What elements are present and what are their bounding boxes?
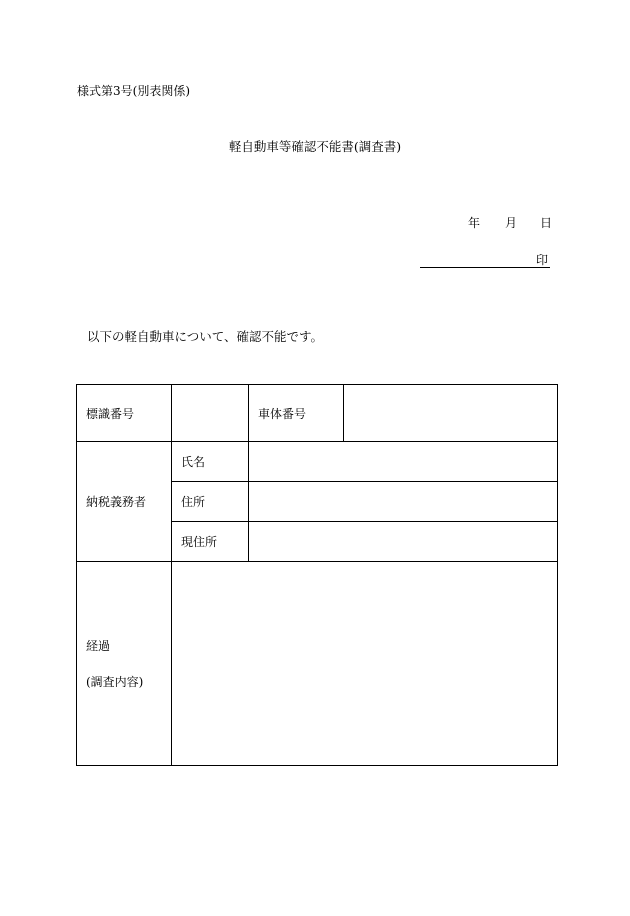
- date-month-label: 月: [505, 216, 518, 230]
- vehicle-number-field[interactable]: [344, 385, 558, 442]
- current-address-field[interactable]: [249, 522, 558, 562]
- form-number: 様式第3号(別表関係): [77, 84, 190, 98]
- vehicle-form-table: [76, 384, 558, 766]
- current-address-label: 現住所: [172, 522, 249, 562]
- history-label: 経過: [86, 639, 111, 653]
- address-field[interactable]: [249, 482, 558, 522]
- name-label: 氏名: [172, 442, 249, 482]
- statement-text: 以下の軽自動車について、確認不能です。: [87, 329, 324, 344]
- table-row: [77, 442, 558, 482]
- date-day-label: 日: [540, 216, 553, 230]
- plate-number-label: 標識番号: [77, 385, 172, 442]
- history-label-cell: [77, 562, 172, 766]
- seal-mark: 印: [536, 253, 549, 267]
- signature-line[interactable]: [420, 267, 550, 268]
- date-year-label: 年: [468, 216, 481, 230]
- table-row: [77, 562, 558, 766]
- history-sublabel: (調査内容): [86, 675, 144, 689]
- name-field[interactable]: [249, 442, 558, 482]
- history-field[interactable]: [172, 562, 558, 766]
- taxpayer-label: 納税義務者: [77, 442, 172, 562]
- table-row: [77, 385, 558, 442]
- document-title: 軽自動車等確認不能書(調査書): [228, 139, 402, 154]
- plate-number-field[interactable]: [172, 385, 249, 442]
- vehicle-number-label: 車体番号: [249, 385, 344, 442]
- address-label: 住所: [172, 482, 249, 522]
